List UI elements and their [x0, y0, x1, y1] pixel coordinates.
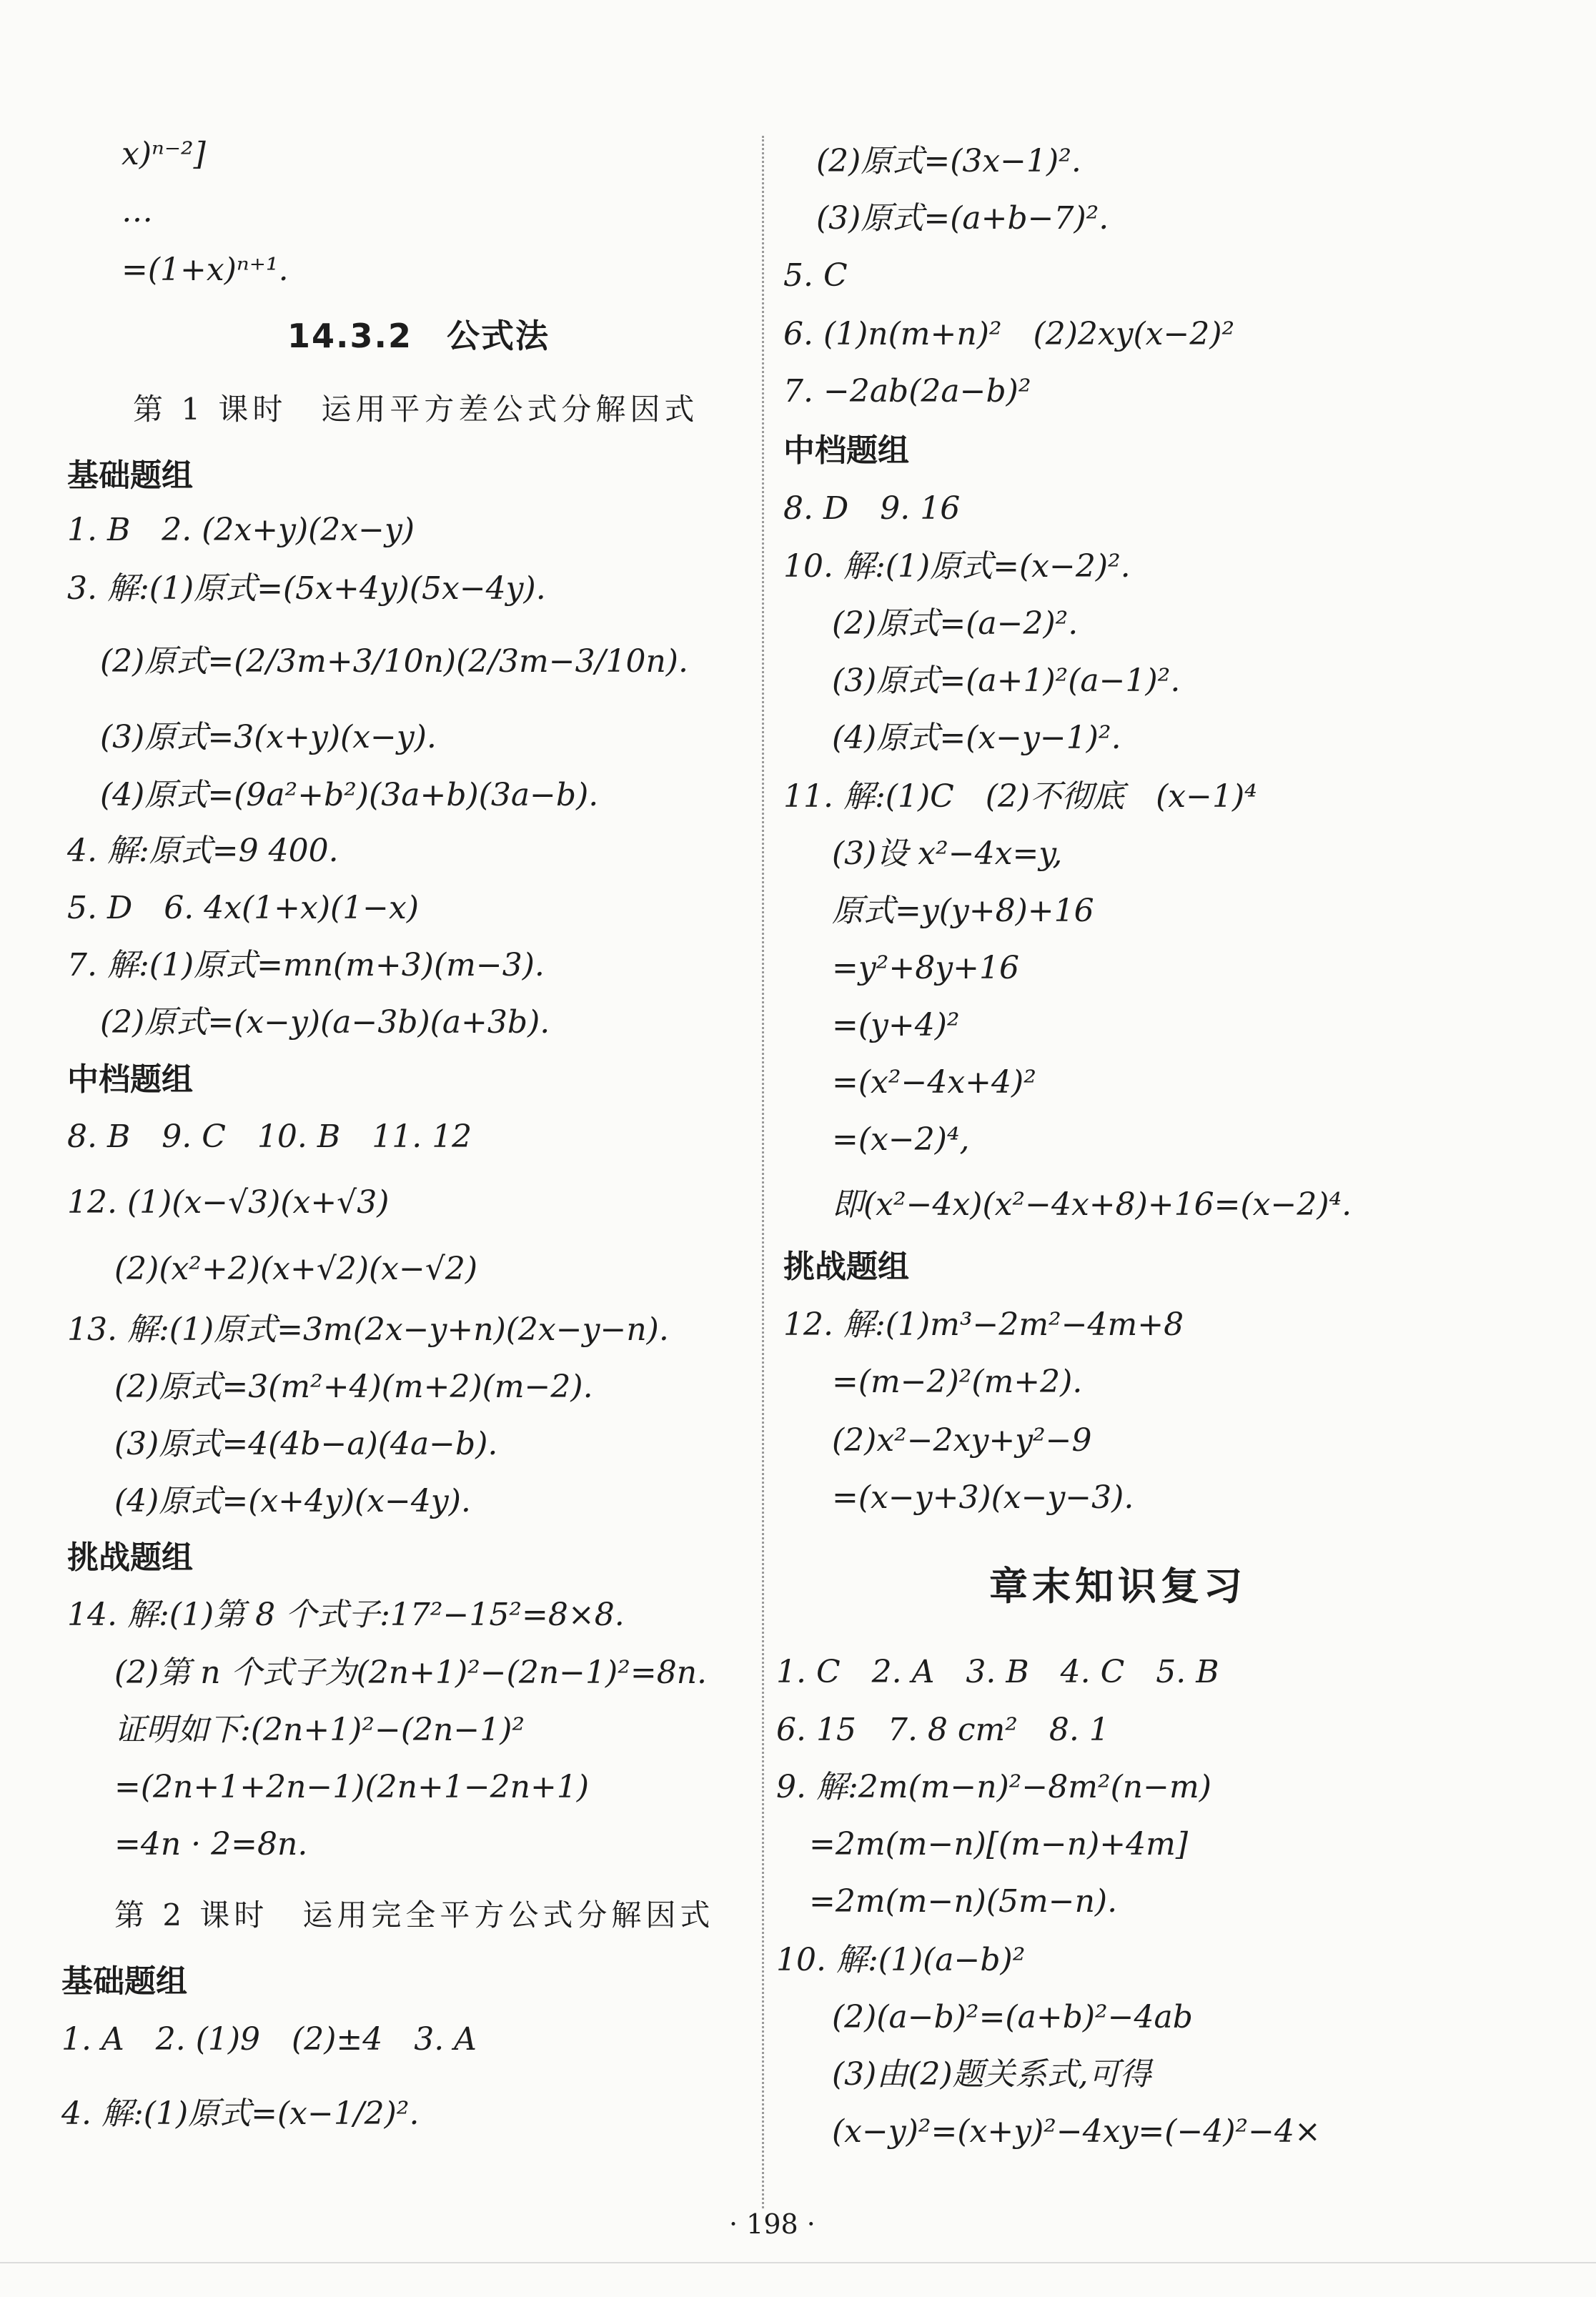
- text-line: 7. −2ab(2a−b)²: [783, 373, 1031, 410]
- text-line: 14. 解:(1)第 8 个式子:17²−15²=8×8.: [67, 1597, 625, 1633]
- text-line: (4)原式=(x−y−1)².: [832, 720, 1121, 756]
- group-title: 基础题组: [61, 1963, 187, 2000]
- text-line: 13. 解:(1)原式=3m(2x−y+n)(2x−y−n).: [67, 1311, 669, 1348]
- group-title: 中档题组: [783, 432, 909, 469]
- text-line: 证明如下:(2n+1)²−(2n−1)²: [114, 1712, 525, 1748]
- text-line: 11. 解:(1)C (2)不彻底 (x−1)⁴: [783, 778, 1257, 815]
- column-divider: [762, 136, 764, 2208]
- text-line: =4n · 2=8n.: [114, 1826, 308, 1862]
- text-line: 1. C 2. A 3. B 4. C 5. B: [776, 1654, 1219, 1690]
- text-line: (4)原式=(x+4y)(x−4y).: [114, 1483, 471, 1519]
- group-title: 挑战题组: [783, 1249, 909, 1285]
- text-line: (2)原式=(2/3m+3/10n)(2/3m−3/10n).: [100, 643, 688, 680]
- text-line: 8. B 9. C 10. B 11. 12: [67, 1118, 472, 1155]
- lesson-title: 第 1 课时 运用平方差公式分解因式: [133, 392, 699, 427]
- text-line: =2m(m−n)[(m−n)+4m]: [809, 1826, 1189, 1862]
- text-line: 12. 解:(1)m³−2m²−4m+8: [783, 1306, 1184, 1343]
- chapter-title: 章末知识复习: [989, 1564, 1246, 1609]
- text-line: =(1+x)ⁿ⁺¹.: [122, 252, 289, 288]
- text-line: (2)第 n 个式子为(2n+1)²−(2n−1)²=8n.: [114, 1654, 708, 1691]
- text-line: =(x²−4x+4)²: [832, 1064, 1036, 1101]
- text-line: =(y+4)²: [832, 1007, 960, 1043]
- text-line: x)ⁿ⁻²]: [122, 136, 206, 172]
- text-line: 5. D 6. 4x(1+x)(1−x): [67, 890, 420, 926]
- text-line: (2)原式=(3x−1)².: [816, 143, 1081, 179]
- text-line: =y²+8y+16: [832, 950, 1019, 986]
- text-line: 10. 解:(1)(a−b)²: [776, 1942, 1026, 1978]
- text-line: (2)x²−2xy+y²−9: [832, 1422, 1092, 1459]
- text-line: 3. 解:(1)原式=(5x+4y)(5x−4y).: [67, 570, 546, 607]
- text-line: 6. 15 7. 8 cm² 8. 1: [776, 1712, 1109, 1748]
- text-line: =(x−y+3)(x−y−3).: [832, 1479, 1134, 1516]
- group-title: 挑战题组: [67, 1539, 193, 1576]
- text-line: =2m(m−n)(5m−n).: [809, 1883, 1118, 1920]
- text-line: 5. C: [783, 257, 848, 294]
- text-line: (2)(x²+2)(x+√2)(x−√2): [114, 1251, 478, 1287]
- text-line: (2)原式=3(m²+4)(m+2)(m−2).: [114, 1369, 593, 1405]
- page-number: · 198 ·: [729, 2208, 816, 2240]
- text-line: 12. (1)(x−√3)(x+√3): [67, 1184, 390, 1221]
- text-line: 1. B 2. (2x+y)(2x−y): [67, 512, 415, 548]
- text-line: 4. 解:原式=9 400.: [67, 833, 339, 869]
- text-line: 6. (1)n(m+n)² (2)2xy(x−2)²: [783, 316, 1235, 352]
- text-line: 10. 解:(1)原式=(x−2)².: [783, 548, 1131, 585]
- group-title: 中档题组: [67, 1061, 193, 1098]
- text-line: (4)原式=(9a²+b²)(3a+b)(3a−b).: [100, 777, 599, 813]
- text-line: =(2n+1+2n−1)(2n+1−2n+1): [114, 1769, 590, 1805]
- text-line: …: [122, 193, 153, 229]
- section-heading: 14.3.2 公式法: [287, 317, 550, 355]
- bottom-rule: [0, 2262, 1596, 2263]
- text-line: (3)原式=(a+b−7)².: [816, 200, 1109, 237]
- text-line: 4. 解:(1)原式=(x−1/2)².: [61, 2095, 420, 2132]
- text-line: (3)由(2)题关系式,可得: [832, 2056, 1151, 2093]
- lesson-title: 第 2 课时 运用完全平方公式分解因式: [114, 1897, 715, 1933]
- text-line: (2)原式=(a−2)².: [832, 605, 1079, 642]
- text-line: =(x−2)⁴,: [832, 1121, 970, 1158]
- text-line: 原式=y(y+8)+16: [832, 893, 1094, 929]
- text-line: (3)原式=(a+1)²(a−1)².: [832, 663, 1181, 699]
- text-line: =(m−2)²(m+2).: [832, 1364, 1083, 1400]
- text-line: (3)原式=4(4b−a)(4a−b).: [114, 1426, 498, 1462]
- text-line: (2)原式=(x−y)(a−3b)(a+3b).: [100, 1004, 550, 1041]
- text-line: (3)设 x²−4x=y,: [832, 835, 1063, 872]
- text-line: (2)(a−b)²=(a+b)²−4ab: [832, 1999, 1193, 2035]
- text-line: 1. A 2. (1)9 (2)±4 3. A: [61, 2021, 477, 2058]
- text-line: 9. 解:2m(m−n)²−8m²(n−m): [776, 1769, 1211, 1805]
- text-line: 即(x²−4x)(x²−4x+8)+16=(x−2)⁴.: [832, 1186, 1352, 1223]
- text-line: 7. 解:(1)原式=mn(m+3)(m−3).: [67, 947, 545, 983]
- group-title: 基础题组: [67, 457, 193, 494]
- text-line: (3)原式=3(x+y)(x−y).: [100, 719, 437, 755]
- text-line: (x−y)²=(x+y)²−4xy=(−4)²−4×: [832, 2113, 1321, 2150]
- text-line: 8. D 9. 16: [783, 490, 961, 527]
